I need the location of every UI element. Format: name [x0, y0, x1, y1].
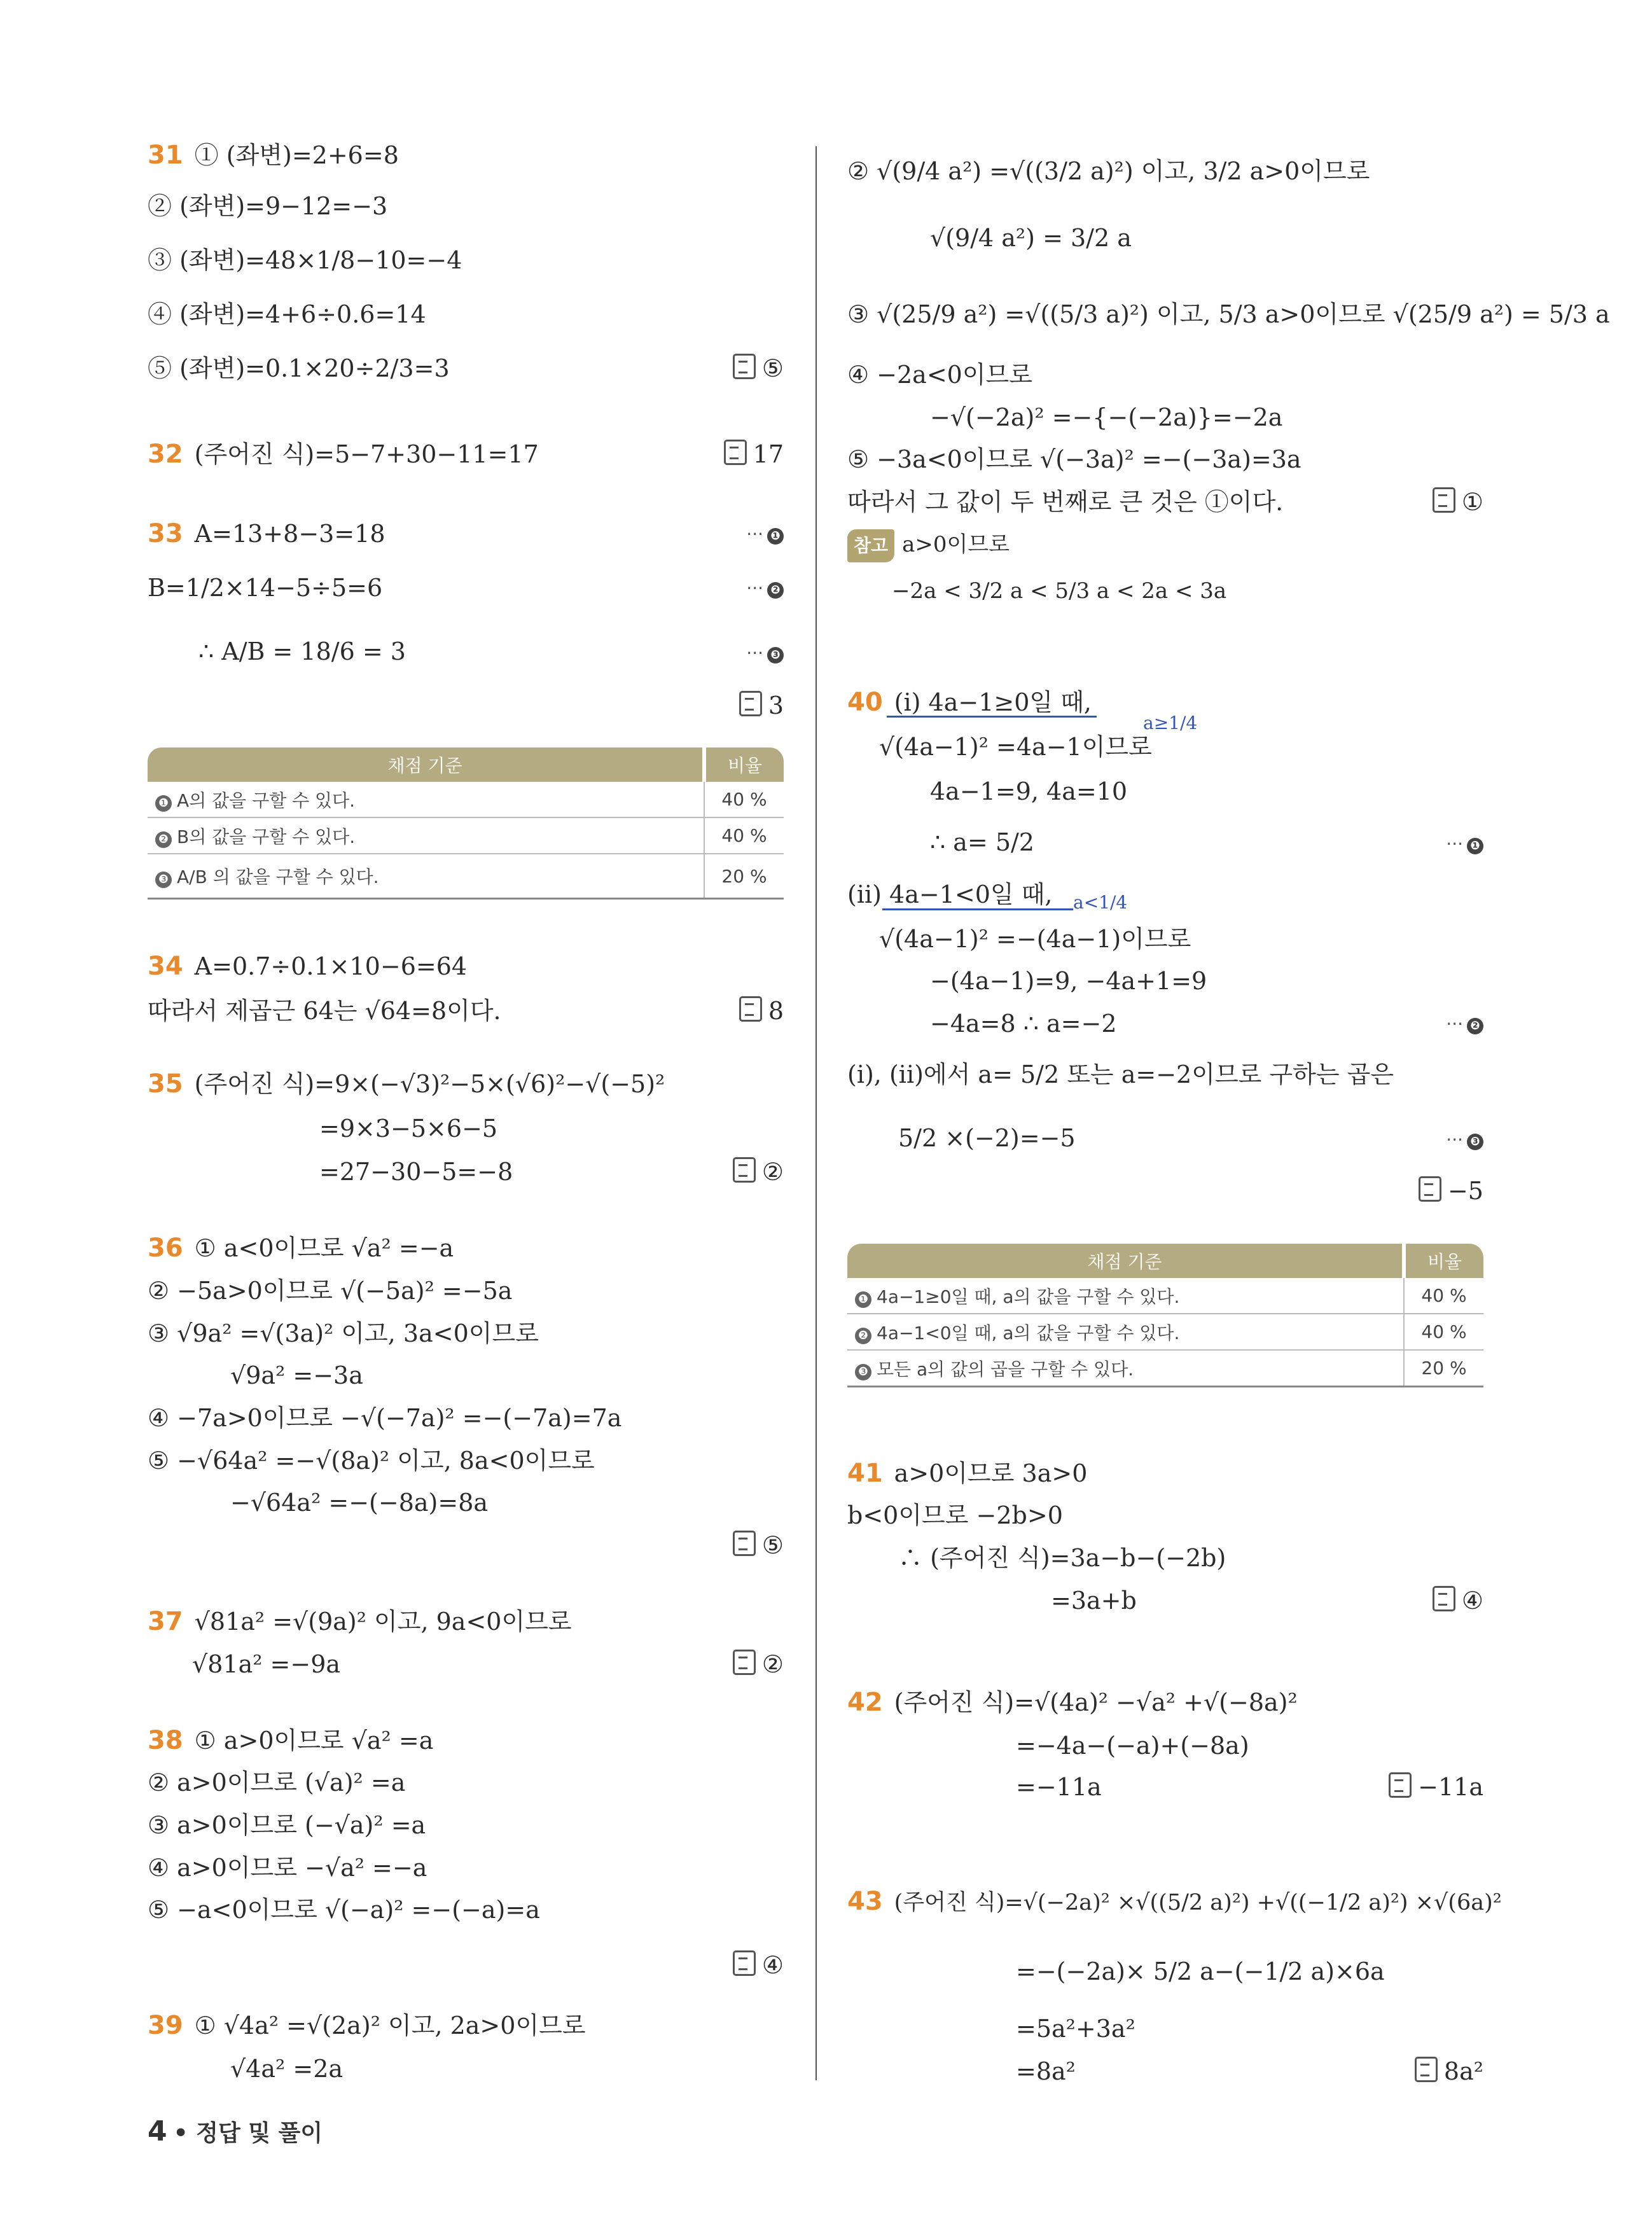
step-marker: ··· ❸	[1446, 1129, 1483, 1150]
answer-icon	[739, 996, 762, 1022]
q41-line3: ∴ (주어진 식)=3a−b−(−2b)	[898, 1544, 1226, 1572]
question-number: 31	[148, 141, 183, 170]
q40-line2: √(4a−1)² =4a−1이므로	[879, 733, 1152, 761]
q34-line1: 34 A=0.7÷0.1×10−6=64	[148, 952, 468, 981]
q39b-line5: −√(−2a)² =−{−(−2a)}=−2a	[930, 403, 1283, 431]
q40-line5: (ii) 4a−1<0일 때,	[847, 880, 1053, 908]
note-line1: 참고 a>0이므로	[847, 529, 1010, 562]
condition-annotation: a<1/4	[1073, 892, 1128, 913]
q31-line3: ③ (좌변)=48×1/8−10=−4	[148, 246, 462, 274]
q33-line1: 33 A=13+8−3=18	[148, 519, 385, 548]
q35-line2: =9×3−5×6−5	[319, 1115, 498, 1143]
q36-line1: 36 ① a<0이므로 √a² =−a	[148, 1234, 454, 1263]
q31-line2: ② (좌변)=9−12=−3	[148, 192, 388, 220]
rubric-row: ❸ 모든 a의 값의 곱을 구할 수 있다.	[847, 1350, 1404, 1387]
answer-icon	[1419, 1176, 1441, 1202]
condition-annotation: a≥1/4	[1143, 712, 1198, 733]
step-marker: ··· ❶	[1446, 833, 1483, 854]
q43-line4: =8a²	[1016, 2057, 1076, 2085]
q41-line4: =3a+b	[1051, 1587, 1137, 1615]
q40-line7: −(4a−1)=9, −4a+1=9	[930, 967, 1207, 995]
q39b-line7: 따라서 그 값이 두 번째로 큰 것은 ①이다.	[847, 488, 1284, 516]
q39b-line6: ⑤ −3a<0이므로 √(−3a)² =−(−3a)=3a	[847, 445, 1301, 473]
q38-line4: ④ a>0이므로 −√a² =−a	[148, 1854, 427, 1882]
q42-line2: =−4a−(−a)+(−8a)	[1016, 1732, 1249, 1760]
answer-badge: ④	[1433, 1585, 1483, 1616]
answer-icon	[724, 440, 747, 465]
q42-line3: =−11a	[1016, 1773, 1102, 1801]
answer-badge: 17	[724, 439, 784, 469]
q39b-line1: ② √(9/4 a²) =√((3/2 a)²) 이고, 3/2 a>0이므로	[847, 157, 1370, 185]
q39b-line3: ③ √(25/9 a²) =√((5/3 a)²) 이고, 5/3 a>0이므로 √(25/9 a²) = 5/3 a	[847, 300, 1610, 328]
q38-line1: 38 ① a>0이므로 √a² =a	[148, 1726, 434, 1755]
q36-line3: ③ √9a² =√(3a)² 이고, 3a<0이므로	[148, 1319, 539, 1347]
q42-line1: 42 (주어진 식)=√(4a)² −√a² +√(−8a)²	[847, 1688, 1298, 1717]
column-divider	[816, 146, 817, 2080]
answer-icon	[1389, 1772, 1412, 1798]
q41-line1: 41 a>0이므로 3a>0	[847, 1459, 1088, 1488]
q39b-line2: √(9/4 a²) = 3/2 a	[930, 224, 1132, 252]
step-marker: ··· ❸	[746, 643, 784, 664]
page-number: 4	[148, 2115, 167, 2148]
q38-line5: ⑤ −a<0이므로 √(−a)² =−(−a)=a	[148, 1896, 540, 1924]
step-marker: ··· ❶	[746, 524, 784, 545]
q43-line2: =−(−2a)× 5/2 a−(−1/2 a)×6a	[1016, 1957, 1385, 1985]
q33-line2: B=1/2×14−5÷5=6	[148, 574, 383, 602]
q36-line5: ④ −7a>0이므로 −√(−7a)² =−(−7a)=7a	[148, 1404, 622, 1432]
answer-icon	[733, 1650, 756, 1675]
q41-line2: b<0이므로 −2b>0	[847, 1501, 1063, 1529]
answer-icon	[739, 691, 762, 716]
note-line2: −2a < 3/2 a < 5/3 a < 2a < 3a	[892, 578, 1227, 604]
rubric-row: ❶ 4a−1≥0일 때, a의 값을 구할 수 있다.	[847, 1278, 1404, 1314]
grading-table-2: 채점 기준 비율 ❶ 4a−1≥0일 때, a의 값을 구할 수 있다. 40 % ❷ 4a−1<0일 때, a의 값을 구할 수 있다. 40 % ❸ 모든 a의 값의 곱을 구할 수 있다. 20 %	[847, 1244, 1483, 1387]
answer-badge: 8a²	[1415, 2056, 1483, 2087]
answer-icon	[733, 354, 756, 379]
q36-line6: ⑤ −√64a² =−√(8a)² 이고, 8a<0이므로	[148, 1447, 595, 1475]
page-footer	[148, 2115, 323, 2148]
q35-line1: 35 (주어진 식)=9×(−√3)²−5×(√6)²−√(−5)²	[148, 1069, 665, 1099]
q40-line1: 40 (i) 4a−1≥0일 때,	[847, 688, 1092, 717]
q40-line8: −4a=8 ∴ a=−2	[930, 1010, 1117, 1038]
q37-line2: √81a² =−9a	[192, 1650, 341, 1678]
q31-line4: ④ (좌변)=4+6÷0.6=14	[148, 300, 426, 328]
answer-badge: ②	[733, 1649, 784, 1679]
rubric-row: ❷ 4a−1<0일 때, a의 값을 구할 수 있다.	[847, 1314, 1404, 1350]
note-badge: 참고	[847, 529, 894, 562]
underline-annotation	[882, 908, 1073, 910]
q32-line1: 32 (주어진 식)=5−7+30−11=17	[148, 440, 539, 469]
q39-line2: √4a² =2a	[230, 2055, 344, 2083]
q40-line4: ∴ a= 5/2	[930, 828, 1034, 856]
q31-line1: 31 ① (좌변)=2+6=8	[148, 141, 399, 170]
q31-line5: ⑤ (좌변)=0.1×20÷2/3=3	[148, 354, 450, 382]
q43-line1: 43 (주어진 식)=√(−2a)² ×√((5/2 a)²) +√((−1/2 a)²) ×√(6a)²	[847, 1887, 1502, 1916]
q37-line1: 37 √81a² =√(9a)² 이고, 9a<0이므로	[148, 1607, 572, 1636]
step-marker: ··· ❷	[746, 578, 784, 599]
answer-badge: −11a	[1389, 1772, 1483, 1802]
q40-line3: 4a−1=9, 4a=10	[930, 777, 1128, 805]
grading-table-1: 채점 기준 비율 ❶ A의 값을 구할 수 있다. 40 % ❷ B의 값을 구할 수 있다. 40 % ❸ A/B 의 값을 구할 수 있다. 20 %	[148, 747, 784, 900]
q36-line2: ② −5a>0이므로 √(−5a)² =−5a	[148, 1277, 513, 1305]
q33-line3: ∴ A/B = 18/6 = 3	[198, 637, 406, 665]
answer-icon	[733, 1157, 756, 1183]
footer-title: • 정답 및 풀이	[173, 2120, 323, 2146]
underline-annotation	[887, 716, 1097, 718]
q39b-line4: ④ −2a<0이므로	[847, 361, 1032, 389]
q40-line6: √(4a−1)² =−(4a−1)이므로	[879, 925, 1191, 953]
q38-line2: ② a>0이므로 (√a)² =a	[148, 1769, 406, 1797]
q43-line3: =5a²+3a²	[1016, 2015, 1135, 2043]
q40-line10: 5/2 ×(−2)=−5	[898, 1124, 1076, 1152]
answer-badge: 3	[739, 690, 784, 721]
answer-badge: ②	[733, 1157, 784, 1187]
rubric-row: ❶ A의 값을 구할 수 있다.	[148, 782, 704, 817]
q40-line9: (i), (ii)에서 a= 5/2 또는 a=−2이므로 구하는 곱은	[847, 1060, 1394, 1088]
answer-badge: ④	[733, 1950, 784, 1980]
answer-icon	[733, 1950, 756, 1976]
answer-icon	[1433, 487, 1455, 513]
answer-badge: ⑤	[733, 353, 784, 384]
q36-line7: −√64a² =−(−8a)=8a	[230, 1489, 489, 1517]
q36-line4: √9a² =−3a	[230, 1361, 363, 1389]
rubric-row: ❷ B의 값을 구할 수 있다.	[148, 817, 704, 854]
q39-line1: 39 ① √4a² =√(2a)² 이고, 2a>0이므로	[148, 2011, 586, 2040]
answer-icon	[1433, 1586, 1455, 1611]
answer-icon	[1415, 2057, 1438, 2082]
step-marker: ··· ❷	[1446, 1013, 1483, 1034]
rubric-row: ❸ A/B 의 값을 구할 수 있다.	[148, 854, 704, 899]
answer-badge: 8	[739, 996, 784, 1026]
answer-badge: ⑤	[733, 1530, 784, 1560]
answer-badge: −5	[1419, 1176, 1483, 1206]
q34-line2: 따라서 제곱근 64는 √64=8이다.	[148, 997, 501, 1025]
answer-icon	[733, 1531, 756, 1556]
q38-line3: ③ a>0이므로 (−√a)² =a	[148, 1811, 426, 1839]
answer-badge: ①	[1433, 487, 1483, 517]
q35-line3: =27−30−5=−8	[319, 1158, 513, 1186]
